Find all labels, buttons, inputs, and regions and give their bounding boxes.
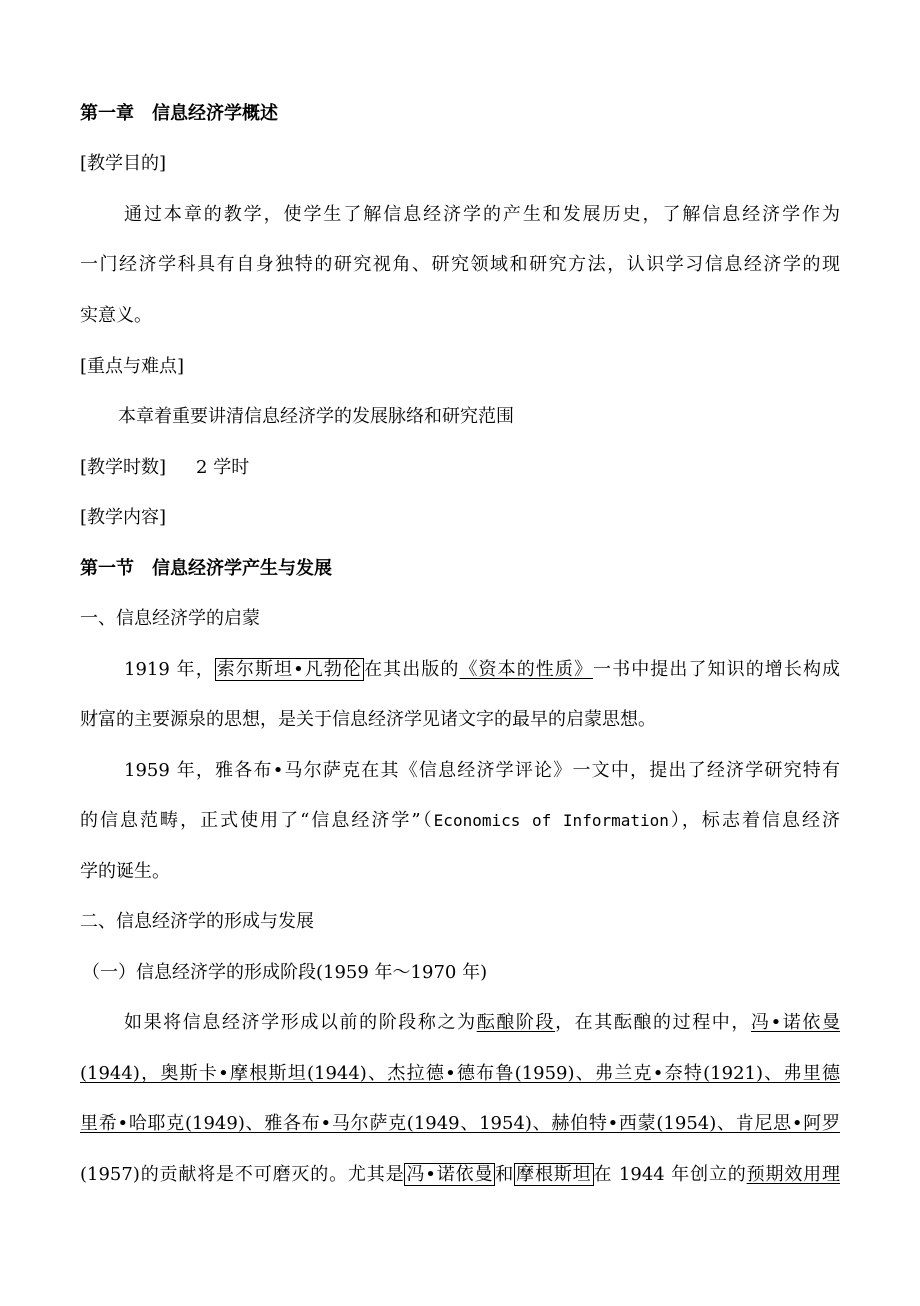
- part-1-paragraph-2-line-1: 1959 年，雅各布•马尔萨克在其《信息经济学评论》一文中，提出了经济学研究特有: [124, 760, 840, 781]
- part-1-paragraph-1-line-1: 1919 年， 索尔斯坦•凡勃伦 在其出版的《资本的性质》一书中提出了知识的增长构成: [124, 659, 841, 680]
- expected-utility-theory: 预期效用理: [746, 1164, 841, 1185]
- morgenstern-boxed: 摩根斯坦: [516, 1164, 592, 1185]
- part-2-heading: 二、信息经济学的形成与发展: [80, 911, 314, 932]
- part-1-paragraph-1-line-2: 财富的主要源泉的思想，是关于信息经济学见诸文字的最早的启蒙思想。: [80, 709, 656, 730]
- hours-value: 2 学时: [196, 457, 250, 478]
- part-2-subheading: （一）信息经济学的形成阶段(1959 年～1970 年): [82, 962, 488, 983]
- part-2-paragraph-line-4: (1957)的贡献将是不可磨灭的。尤其是 冯•诺依曼 和 摩根斯坦 在 1944 年创立的预期效用理: [80, 1164, 841, 1185]
- chapter-title: 第一章 信息经济学概述: [80, 103, 278, 124]
- hours-row: [80, 455, 840, 481]
- objectives-heading: [教学目的]: [80, 153, 167, 174]
- part-1-paragraph-2-line-3: 学的诞生。: [80, 861, 170, 882]
- part-2-paragraph-line-2: (1944)，奥斯卡•摩根斯坦(1944)、杰拉德•德布鲁(1959)、弗兰克•奈特(1921)、弗里德: [80, 1063, 840, 1084]
- hours-heading: [教学时数]: [80, 457, 167, 478]
- veblen-name: 索尔斯坦•凡勃伦: [216, 659, 363, 680]
- book-title: 《资本的性质》: [459, 659, 594, 680]
- key-points-heading: [重点与难点]: [80, 356, 185, 377]
- content-heading: [教学内容]: [80, 507, 167, 528]
- objectives-line-2: 一门经济学科具有自身独特的研究视角、研究领域和研究方法，认识学习信息经济学的现: [80, 254, 840, 275]
- von-neumann-name: 冯•诺依曼: [751, 1012, 840, 1033]
- objectives-line-3: 实意义。: [80, 305, 152, 326]
- part-2-paragraph-line-1: 如果将信息经济学形成以前的阶段称之为酝酿阶段，在其酝酿的过程中，冯•诺依曼: [124, 1012, 840, 1033]
- english-term: Economics of Information: [433, 811, 669, 830]
- incubation-stage: 酝酿阶段: [476, 1012, 556, 1033]
- von-neumann-boxed: 冯•诺依曼: [406, 1164, 494, 1185]
- section-1-title: 第一节 信息经济学产生与发展: [80, 558, 332, 579]
- objectives-line-1: 通过本章的教学，使学生了解信息经济学的产生和发展历史，了解信息经济学作为: [124, 204, 840, 225]
- key-points-text: 本章着重要讲清信息经济学的发展脉络和研究范围: [118, 406, 514, 427]
- part-2-paragraph-line-3: 里希•哈耶克(1949)、雅各布•马尔萨克(1949、1954)、赫伯特•西蒙(1954)、肯尼思•阿罗: [80, 1113, 840, 1134]
- part-1-paragraph-2-line-2: 的信息范畴，正式使用了“信息经济学”（Economics of Information），标志着信息经济: [80, 810, 841, 831]
- part-1-heading: 一、信息经济学的启蒙: [80, 608, 260, 629]
